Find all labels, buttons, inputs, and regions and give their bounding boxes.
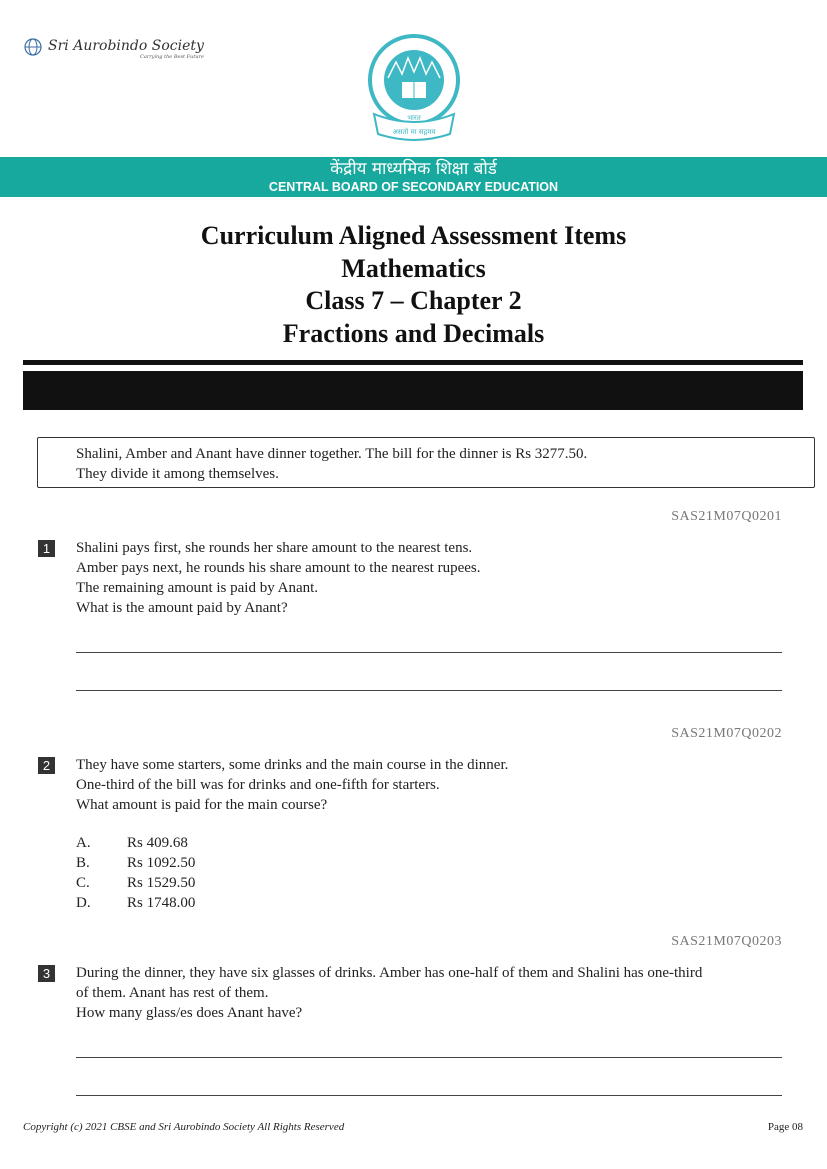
question-text: They have some starters, some drinks and the main course in the dinner. One-third of the bill was for drinks and one-fifth for starters. What amount is paid for the main course? [76, 757, 509, 813]
sri-aurobindo-society-logo: Sri Aurobindo Society Carrying the Best Future [22, 38, 204, 60]
question-number: 2 [38, 757, 55, 774]
page-number: Page 08 [767, 1121, 803, 1133]
option-d[interactable]: D. Rs 1748.00 [76, 895, 196, 911]
question-code: SAS21M07Q0203 [671, 934, 782, 949]
option-a[interactable]: A. Rs 409.68 [76, 835, 188, 851]
title-rule [23, 360, 803, 365]
option-b[interactable]: B. Rs 1092.50 [76, 855, 196, 871]
title-bar [23, 371, 803, 410]
option-c[interactable]: C. Rs 1529.50 [76, 875, 196, 891]
question-number: 1 [38, 540, 55, 557]
question-text: Shalini pays first, she rounds her share amount to the nearest tens. Amber pays next, he rounds his share amount to the nearest rupees. The remaining amount is paid by Anant. What is the amount paid by Anant? [76, 540, 481, 616]
copyright-footer: Copyright (c) 2021 CBSE and Sri Aurobindo Society All Rights Reserved [23, 1121, 345, 1133]
answer-line[interactable] [76, 690, 782, 691]
answer-line[interactable] [76, 1057, 782, 1058]
passage-box: Shalini, Amber and Anant have dinner together. The bill for the dinner is Rs 3277.50. They divide it among themselves. [37, 437, 815, 488]
question-text: During the dinner, they have six glasses of drinks. Amber has one-half of them and Shalini has one-third of them. Anant has rest of them. How many glass/es does Anant have? [76, 965, 703, 1021]
document-title: Curriculum Aligned Assessment Items Mathematics Class 7 – Chapter 2 Fractions and Decimals [200, 221, 627, 348]
question-code: SAS21M07Q0201 [671, 509, 782, 524]
cbse-banner: केंद्रीय माध्यमिक शिक्षा बोर्ड CENTRAL BOARD OF SECONDARY EDUCATION [0, 157, 827, 197]
globe-icon [22, 38, 44, 56]
answer-line[interactable] [76, 652, 782, 653]
answer-options [76, 833, 786, 913]
question-number: 3 [38, 965, 55, 982]
seal-text: भारत [407, 114, 421, 122]
cbse-seal-logo [366, 34, 462, 142]
answer-line[interactable] [76, 1095, 782, 1096]
seal-motto: असतो मा सद्गमय [392, 128, 436, 136]
question-code: SAS21M07Q0202 [671, 726, 782, 741]
